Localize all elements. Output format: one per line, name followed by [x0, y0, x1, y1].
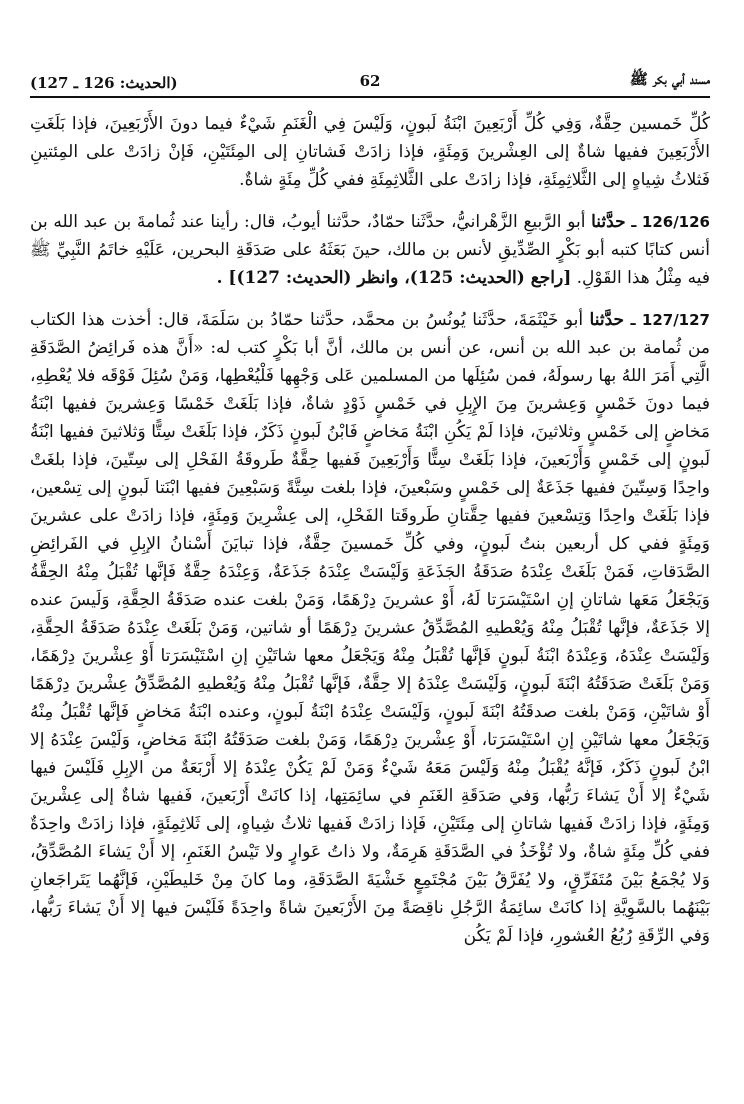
book-title: مسند أبي بكر ﷺ	[629, 70, 710, 88]
hadith-lead-word: حدَّثنا	[591, 212, 626, 232]
hadith-reference: [راجع (الحديث: 125)، وانظر (الحديث: 127)] .	[216, 268, 572, 288]
hadith-range: (الحديث: 126 ـ 127)	[30, 74, 178, 92]
hadith-127	[30, 306, 710, 950]
hadith-126	[30, 208, 710, 292]
hadith-text: أبو الرَّبيعِ الزَّهْرانيُّ، حدَّثَنا حمّادٌ، حدَّثنا أيوبُ، قال: رأينا عند ثُمامةَ بن عبد الله بن أنس كتابًا كتبه أبو بَكْرٍ الصِّدِّيقِ لأنس بن مالك، حينَ بَعَثَهُ على صَدَقَةِ البحرين، عَلَيْهِ خاتَمُ النَّبِيِّ ﷺ فيه مِثْلُ هذا القَوْلِ.	[30, 212, 710, 288]
page-header	[30, 62, 710, 98]
hadith-number: 127/127 ـ	[630, 311, 710, 329]
paragraph-continuation	[30, 110, 710, 194]
paragraph-text: كُلِّ خَمسين حِقَّةٌ، وَفِي كُلِّ أَرْبَعِينَ ابْنَةُ لَبونٍ، وَلَيْسَ فِي الْغَنَمِ شَيْءٌ فيما دونَ الأَرْبَعِينَ، فإذا بَلَغَتِ الأَرْبَعِينَ ففيها شاةٌ إلى العِشْرينَ وَمِئَةٍ، فإذا زادَتْ فَشاتانِ إلى المِئَتَيْنِ، فَإنْ زادَتْ على المِئتينِ فَثلاثُ شِياهٍ إلى الثَّلاثِمِئَةِ، فإذا زادَتْ على الثَّلاثِمِئَةِ ففي كُلِّ مِئَةٍ شاةٌ.	[30, 114, 710, 190]
hadith-text: أبو خَيْثَمَةَ، حدَّثَنا يُونُسُ بن محمَّد، حدَّثنا حمّادُ بن سَلَمَةَ، قال: أخذت هذا الكتاب من ثُمامة بن عبد الله بن أنس، عن أنس بن مالك، أنَّ أبا بَكْرٍ كتب له: «أَنَّ هذه فَرائِضُ الصَّدَقَةِ الَّتِي أَمَرَ اللهُ بها رسولَهُ، فمن سُئِلَها من المسلمين عَلى وَجْهِها فَلْيُعْطِها، وَمَنْ سُئِلَ فَوْقَه فلا يُعْطِهِ، فيما دونَ خَمْسٍ وَعِشرينَ مِنَ الإِبِلِ في خَمْسٍ ذَوْدٍ شاةٌ، فإذا بَلَغَتْ خَمْسًا وَعِشرينَ ففيها ابْنَةُ مَخاضٍ إلى خَمْسٍ وثلاثينَ، فإذا لَمْ يَكُنِ ابْنَةُ مَخاضٍ فَابْنُ لَبونٍ ذَكَرٌ، فإذا بَلَغَتْ سِتًّا وَثلاثينَ ففيها ابْنَةُ لَبونٍ إلى خَمْسٍ وَأَرْبَعينَ، فإذا بَلَغَتْ سِتًّا وَأَرْبَعِينَ فَفيها حِقَّةٌ طَروقَةُ الفَحْلِ إلى سِتّينَ، فإذا بلغَتْ واحِدًا وَسِتّينَ ففيها جَذَعَةٌ إلى خَمْسٍ وسَبْعينَ، فإذا بلغت سِتَّةً وَسَبْعِينَ ففيها ابْنَتا لَبونٍ إلى تِسْعين، فإذا بَلَغَتْ واحِدًا وَتِسْعينَ ففيها حِقَّتانِ طَروقَتا الفَحْلِ، إلى عِشْرِينَ وَمِئَةٍ، فإذا زادَتْ على عشرينَ وَمِئَةٍ ففي كل أربعين بنتُ لَبونٍ، وفي كُلِّ خَمسينَ حِقَّةٌ، فإذا تبايَنَ أَسْنانُ الإبِلِ في الفَرائِضِ الصَّدَقاتِ، فَمَنْ بَلَغَتْ عِنْدَهُ صَدَقَةُ الجَذَعَةِ وَلَيْسَتْ عِنْدَهُ جَذَعَةٌ، وَعِنْدَهُ حِقَّةٌ فَإنَّها تُقْبَلُ مِنْهُ الحِقَّةُ وَيَجْعَلُ مَعَها شاتانِ إنِ اسْتَيْسَرَتا لَهُ، أَوْ عشرينَ دِرْهَمًا، وَمَنْ بلغت عنده صَدَقَةُ الحِقَّةِ، وَلَيسَ عنده إلا جَذَعَةٌ، فإنَّها تُقْبَلُ مِنْهُ وَيُعْطيهِ المُصَّدِّقُ عشرينَ دِرْهَمًا أو شاتين، وَمَنْ بَلَغَتْ عِنْدَهُ صَدَقَةُ الحِقَّةِ، وَلَيْسَتْ عِنْدَهُ، وَعِنْدَهُ ابْنَةُ لَبونٍ فَإنَّها تُقْبَلُ مِنْهُ وَيَجْعَلُ معها شاتَيْنِ إنِ اسْتَيْسَرَتا أَوْ عِشْرينَ دِرْهَمًا، وَمَنْ بَلَغَتْ صَدَقَتُهُ ابْنَةَ لَبونٍ، وَلَيْسَتْ عِنْدَهُ إلا حِقَّةٌ، فَإنَّها تُقْبَلُ مِنْهُ وَيُعْطيهِ المُصَّدِّقُ عِشْرينَ دِرْهَمًا أَوْ شاتَيْنِ، وَمَنْ بلغت صدقَتُهُ ابْنَةَ لَبونٍ، وَلَيْسَتْ عِنْدَهُ ابْنَةُ لَبونٍ، وعنده ابْنَةُ مَخاضٍ فَإنَّها تُقْبَلُ مِنْهُ وَيَجْعَلُ معها شاتَيْنِ إنِ اسْتَيْسَرَتا، أَوْ عِشْرينَ دِرْهَمًا، وَمَنْ بلغت صَدَقَتُهُ ابْنَةَ مَخاضٍ، وَلَيْسَ عِنْدَهُ إلا ابْنُ لَبونٍ ذَكَرٌ، فَإنَّهُ يُقْبَلُ مِنْهُ وَلَيْسَ مَعَهُ شَيْءٌ وَمَنْ لَمْ يَكُنْ عِنْدَهُ إلا أَرْبَعَةٌ من الإبِلِ فَلَيْسَ فيها شَيْءٌ إلا أَنْ يَشاءَ رَبُّها، وَفي صَدَقَةِ الغَنَمِ في سائِمَتِها، إذا كانَتْ أَرْبَعينَ، فَفيها شاةٌ إلى عِشْرينَ وَمِئَةٍ، فإذا زادَتْ فَفيها شاتانِ إلى مِئَتَيْنِ، فَإذا زادَتْ فَفيها ثلاثُ شِياهٍ، إلى ثَلاثِمِئَةٍ، فإذا زادَتْ واحِدَةٌ ففي كُلِّ مِئَةٍ شاةٌ، ولا تُؤْخَذُ في الصَّدَقَةِ هَرِمَةٌ، ولا ذاتُ عَوارٍ ولا تَيْسُ الغَنَمِ، إلا أَنْ يَشاءَ المُصَّدِّقُ، وَلا يُجْمَعُ بَيْنَ مُتَفَرِّقٍ، ولا يُفَرَّقُ بَيْنَ مُجْتَمِعٍ خَشْيَةَ الصَّدَقَةِ، وما كانَ مِنْ خَليطَيْنِ، فَإنَّهُما يَتَراجَعانِ بَيْنَهُما بالسَّوِيَّةِ إذا كانَتْ سائِمَةُ الرَّجُلِ ناقِصَةً مِنَ الأَرْبَعينَ شاةً واحِدَةً فَلَيْسَ فيها إلا أَنْ يَشاءَ رَبُّها، وَفي الرِّقَةِ رُبُعُ العُشورِ، فإذا لَمْ يَكُن	[30, 310, 710, 946]
page-number: 62	[359, 72, 381, 90]
hadith-lead-word: حدَّثنا	[589, 310, 625, 330]
hadith-number: 126/126 ـ	[631, 213, 710, 231]
page-body	[30, 110, 710, 950]
